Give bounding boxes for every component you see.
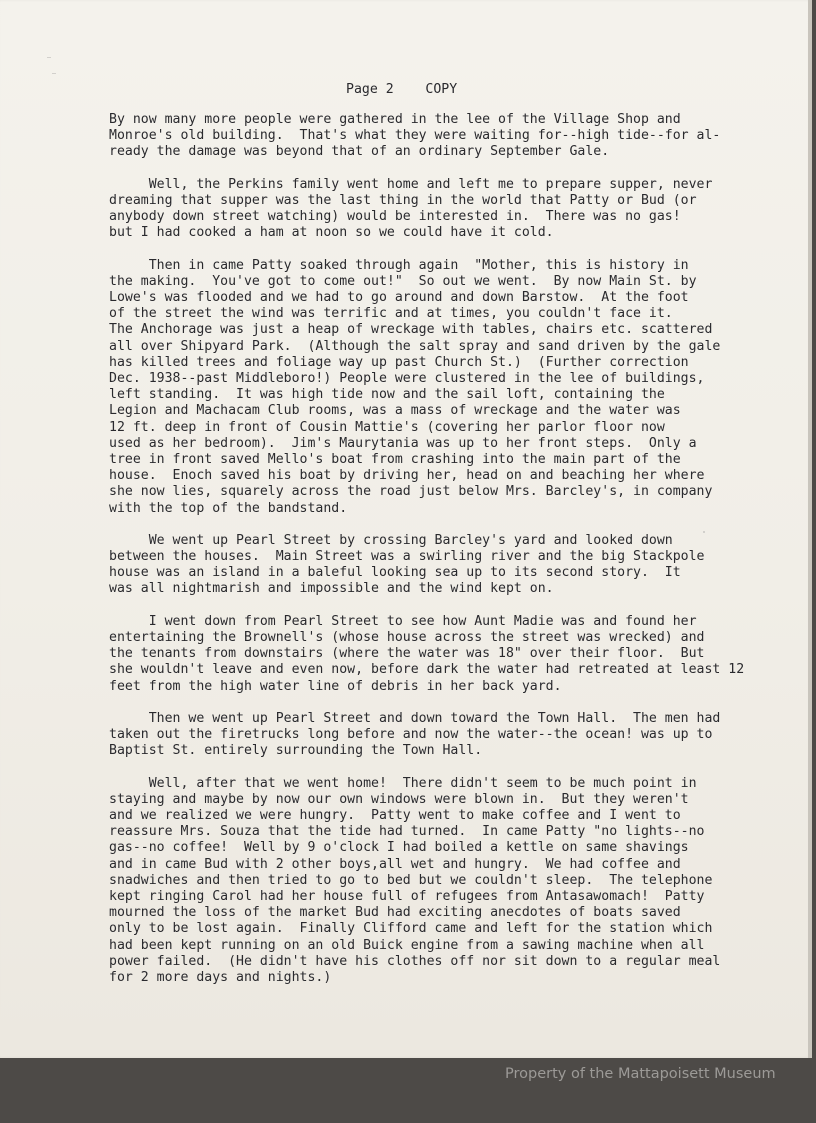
paper-speck (52, 73, 56, 74)
text-line: I went down from Pearl Street to see how Aunt Madie was and found her (109, 613, 697, 629)
text-line: Lowe's was flooded and we had to go around and down Barstow. At the foot (109, 290, 689, 306)
paragraph (109, 614, 809, 695)
text-line: and we realized we were hungry. Patty went to make coffee and I went to (109, 808, 681, 824)
text-line: Baptist St. entirely surrounding the Town Hall. (109, 743, 483, 759)
text-line: the making. You've got to come out!" So out we went. By now Main St. by (109, 273, 697, 289)
paragraph (109, 711, 809, 760)
paper-speck (47, 57, 51, 58)
text-line: Monroe's old building. That's what they were waiting for--high tide--for al- (109, 128, 721, 144)
text-line: The Anchorage was just a heap of wreckage with tables, chairs etc. scattered (109, 322, 713, 338)
museum-watermark: Property of the Mattapoisett Museum (505, 1066, 776, 1082)
text-line: of the street the wind was terrific and at times, you couldn't face it. (109, 306, 673, 322)
text-line: and in came Bud with 2 other boys,all wet and hungry. We had coffee and (109, 856, 681, 872)
text-line: for 2 more days and nights.) (109, 969, 332, 985)
text-line: used as her bedroom). Jim's Maurytania was up to her front steps. Only a (109, 435, 697, 451)
text-line: only to be lost again. Finally Clifford came and left for the station which (109, 921, 713, 937)
text-line: Well, the Perkins family went home and left me to prepare supper, never (109, 176, 713, 192)
text-line: but I had cooked a ham at noon so we could have it cold. (109, 225, 554, 241)
text-line: By now many more people were gathered in the lee of the Village Shop and (109, 112, 681, 127)
text-line: dreaming that supper was the last thing in the world that Patty or Bud (or (109, 192, 697, 208)
text-line: kept ringing Carol had her house full of refugees from Antasawomach! Patty (109, 889, 705, 904)
text-line: Then in came Patty soaked through again "Mother, this is history in (109, 257, 689, 273)
paragraph (109, 112, 809, 161)
text-line: taken out the firetrucks long before and now the water--the ocean! was up to (109, 727, 713, 743)
text-line: feet from the high water line of debris in her back yard. (109, 678, 562, 694)
text-line: power failed. (He didn't have his clothes off nor sit down to a regular meal (109, 953, 721, 969)
text-line: reassure Mrs. Souza that the tide had turned. In came Patty "no lights--no (109, 824, 705, 840)
copy-label: COPY (425, 82, 458, 97)
letter-body (109, 112, 809, 1002)
text-line: had been kept running on an old Buick engine from a sawing machine when all (109, 937, 705, 953)
text-line: 12 ft. deep in front of Cousin Mattie's (covering her parlor floor now (109, 419, 665, 435)
text-line: Legion and Machacam Club rooms, was a mass of wreckage and the water was (109, 403, 681, 419)
text-line: staying and maybe by now our own windows were blown in. But they weren't (109, 791, 689, 807)
page-header (346, 80, 457, 100)
paragraph (109, 177, 809, 242)
text-line: was all nightmarish and impossible and the wind kept on. (109, 581, 554, 597)
text-line: she now lies, squarely across the road just below Mrs. Barcley's, in company (109, 484, 713, 500)
text-line: gas--no coffee! Well by 9 o'clock I had boiled a kettle on same shavings (109, 840, 689, 856)
text-line: has killed trees and foliage way up past Church St.) (Further correction (109, 354, 689, 370)
text-line: Well, after that we went home! There didn't seem to be much point in (109, 775, 697, 791)
paragraph (109, 258, 809, 517)
text-line: the tenants from downstairs (where the water was 18" over their floor. But (109, 646, 705, 662)
text-line: anybody down street watching) would be interested in. There was no gas! (109, 209, 681, 225)
text-line: mourned the loss of the market Bud had exciting anecdotes of boats saved (109, 905, 681, 921)
text-line: entertaining the Brownell's (whose house across the street was wrecked) and (109, 630, 705, 645)
paragraph (109, 533, 809, 598)
text-line: snadwiches and then tried to go to bed but we couldn't sleep. The telephone (109, 872, 713, 888)
text-line: Then we went up Pearl Street and down toward the Town Hall. The men had (109, 710, 721, 726)
text-line: she wouldn't leave and even now, before dark the water had retreated at least 12 (109, 662, 745, 678)
page-label: Page 2 (346, 82, 394, 97)
text-line: ready the damage was beyond that of an ordinary September Gale. (109, 144, 610, 160)
text-line: tree in front saved Mello's boat from crashing into the main part of the (109, 451, 681, 467)
text-line: with the top of the bandstand. (109, 500, 348, 516)
text-line: house. Enoch saved his boat by driving her, head on and beaching her where (109, 468, 705, 484)
paragraph (109, 776, 809, 986)
text-line: Dec. 1938--past Middleboro!) People were clustered in the lee of buildings, (109, 371, 705, 386)
text-line: all over Shipyard Park. (Although the salt spray and sand driven by the gale (109, 338, 721, 354)
text-line: We went up Pearl Street by crossing Barcley's yard and looked down (109, 532, 673, 548)
text-line: house was an island in a baleful looking sea up to its second story. It (109, 565, 681, 581)
text-line: left standing. It was high tide now and the sail loft, containing the (109, 387, 665, 403)
text-line: between the houses. Main Street was a swirling river and the big Stackpole (109, 549, 705, 565)
